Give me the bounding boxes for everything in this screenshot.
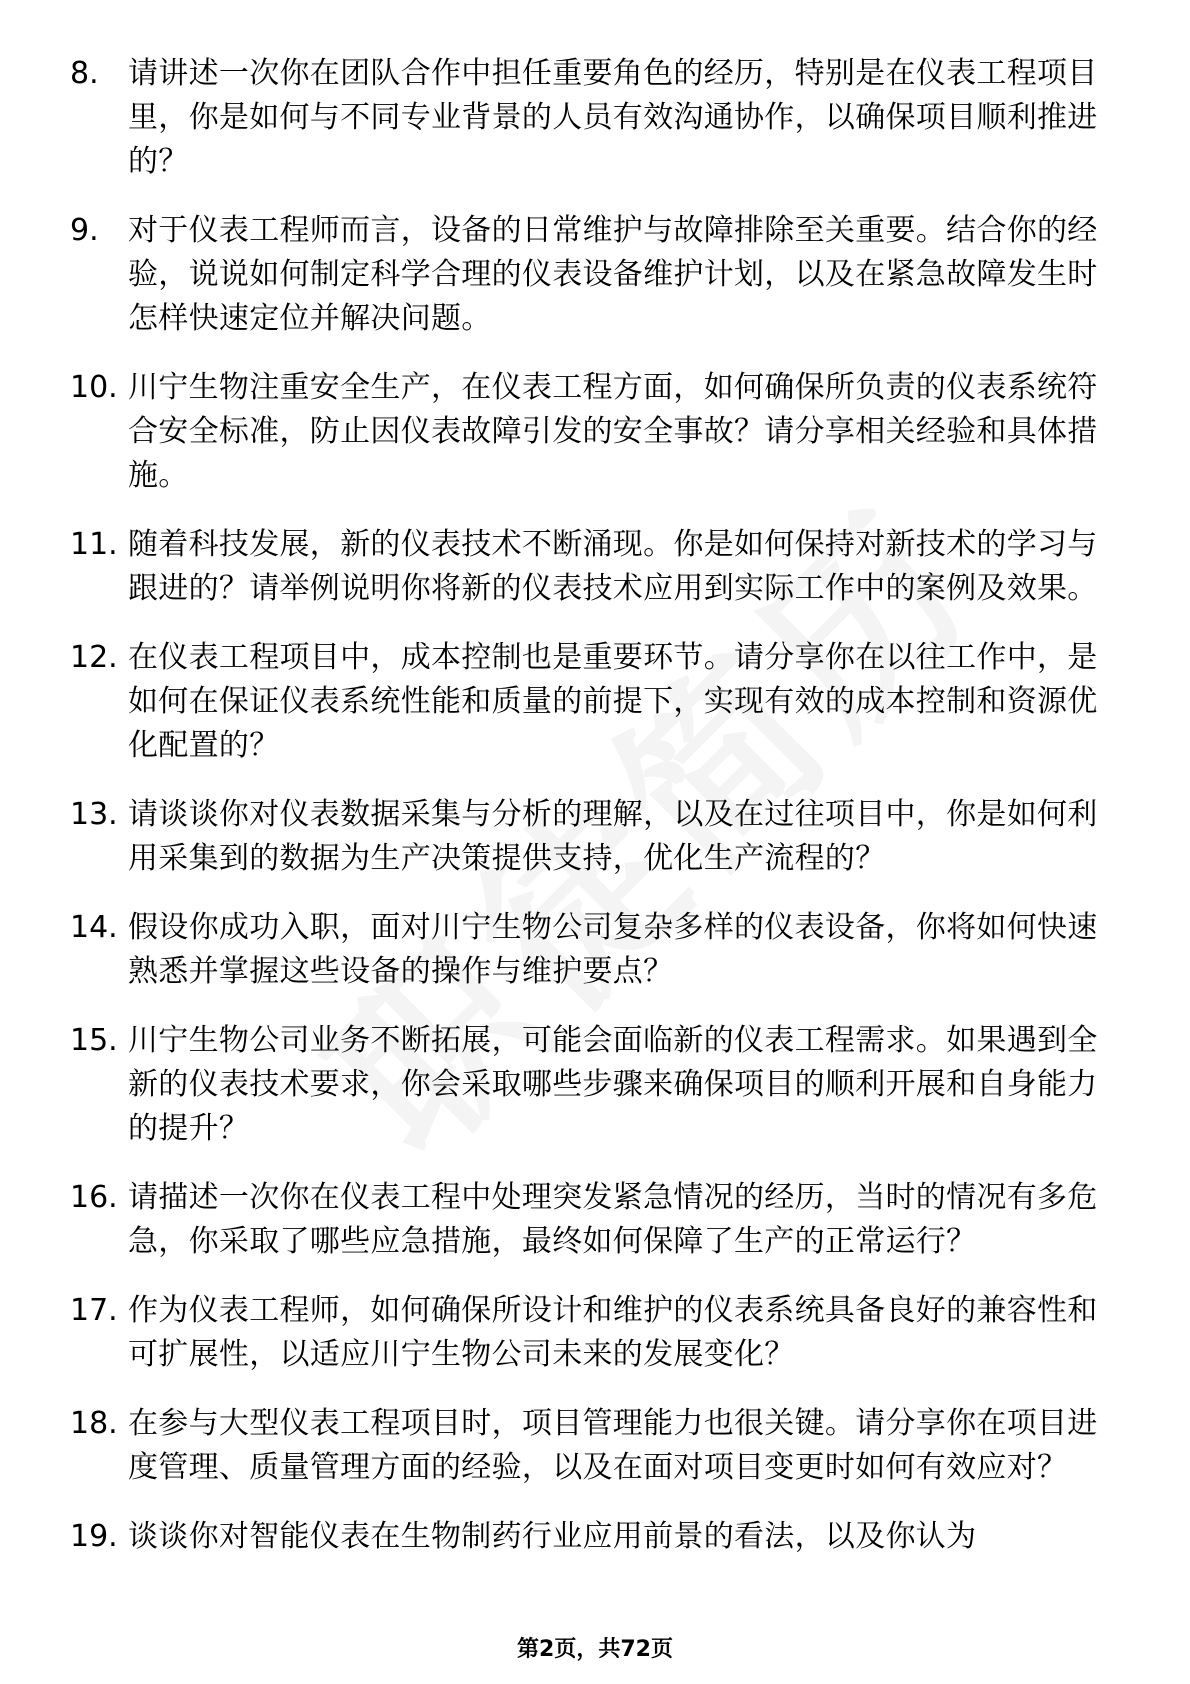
question-number: 14. bbox=[70, 910, 118, 945]
question-item bbox=[70, 793, 1115, 881]
question-list bbox=[70, 52, 1115, 1584]
question-number: 19. bbox=[70, 1519, 118, 1554]
question-number: 17. bbox=[70, 1293, 118, 1328]
question-text: 对于仪表工程师而言，设备的日常维护与故障排除至关重要。结合你的经验，说说如何制定科学合理的仪表设备维护计划，以及在紧急故障发生时怎样快速定位并解决问题。 bbox=[128, 213, 1098, 336]
question-item bbox=[70, 523, 1115, 611]
question-number: 11. bbox=[70, 527, 118, 562]
question-number: 13. bbox=[70, 797, 118, 832]
question-number: 15. bbox=[70, 1023, 118, 1058]
question-item bbox=[70, 1515, 1115, 1559]
question-number: 16. bbox=[70, 1180, 118, 1215]
question-item bbox=[70, 1176, 1115, 1264]
question-number: 18. bbox=[70, 1406, 118, 1441]
question-item bbox=[70, 1402, 1115, 1490]
question-number: 9. bbox=[70, 213, 99, 248]
question-text: 川宁生物公司业务不断拓展，可能会面临新的仪表工程需求。如果遇到全新的仪表技术要求，你会采取哪些步骤来确保项目的顺利开展和自身能力的提升？ bbox=[128, 1023, 1098, 1146]
question-number: 8. bbox=[70, 56, 99, 91]
question-item bbox=[70, 209, 1115, 341]
question-text: 作为仪表工程师，如何确保所设计和维护的仪表系统具备良好的兼容性和可扩展性，以适应川宁生物公司未来的发展变化？ bbox=[128, 1293, 1098, 1372]
question-item bbox=[70, 1289, 1115, 1377]
question-text: 请谈谈你对仪表数据采集与分析的理解，以及在过往项目中，你是如何利用采集到的数据为生产决策提供支持，优化生产流程的？ bbox=[128, 797, 1098, 876]
question-item bbox=[70, 1019, 1115, 1151]
question-item bbox=[70, 636, 1115, 768]
question-text: 请讲述一次你在团队合作中担任重要角色的经历，特别是在仪表工程项目里，你是如何与不同专业背景的人员有效沟通协作，以确保项目顺利推进的？ bbox=[128, 56, 1098, 179]
question-item bbox=[70, 906, 1115, 994]
question-text: 在参与大型仪表工程项目时，项目管理能力也很关键。请分享你在项目进度管理、质量管理方面的经验，以及在面对项目变更时如何有效应对？ bbox=[128, 1406, 1098, 1485]
question-number: 12. bbox=[70, 640, 118, 675]
question-text: 请描述一次你在仪表工程中处理突发紧急情况的经历，当时的情况有多危急，你采取了哪些应急措施，最终如何保障了生产的正常运行？ bbox=[128, 1180, 1098, 1259]
question-text: 假设你成功入职，面对川宁生物公司复杂多样的仪表设备，你将如何快速熟悉并掌握这些设备的操作与维护要点？ bbox=[128, 910, 1098, 989]
question-item bbox=[70, 366, 1115, 498]
page-footer: 第2页，共72页 bbox=[517, 1637, 673, 1662]
question-number: 10. bbox=[70, 370, 118, 405]
question-item bbox=[70, 52, 1115, 184]
question-text: 川宁生物注重安全生产，在仪表工程方面，如何确保所负责的仪表系统符合安全标准，防止因仪表故障引发的安全事故？请分享相关经验和具体措施。 bbox=[128, 370, 1098, 493]
question-text: 谈谈你对智能仪表在生物制药行业应用前景的看法，以及你认为 bbox=[128, 1519, 977, 1554]
question-text: 随着科技发展，新的仪表技术不断涌现。你是如何保持对新技术的学习与跟进的？请举例说明你将新的仪表技术应用到实际工作中的案例及效果。 bbox=[128, 527, 1098, 606]
question-text: 在仪表工程项目中，成本控制也是重要环节。请分享你在以往工作中，是如何在保证仪表系统性能和质量的前提下，实现有效的成本控制和资源优化配置的？ bbox=[128, 640, 1098, 763]
